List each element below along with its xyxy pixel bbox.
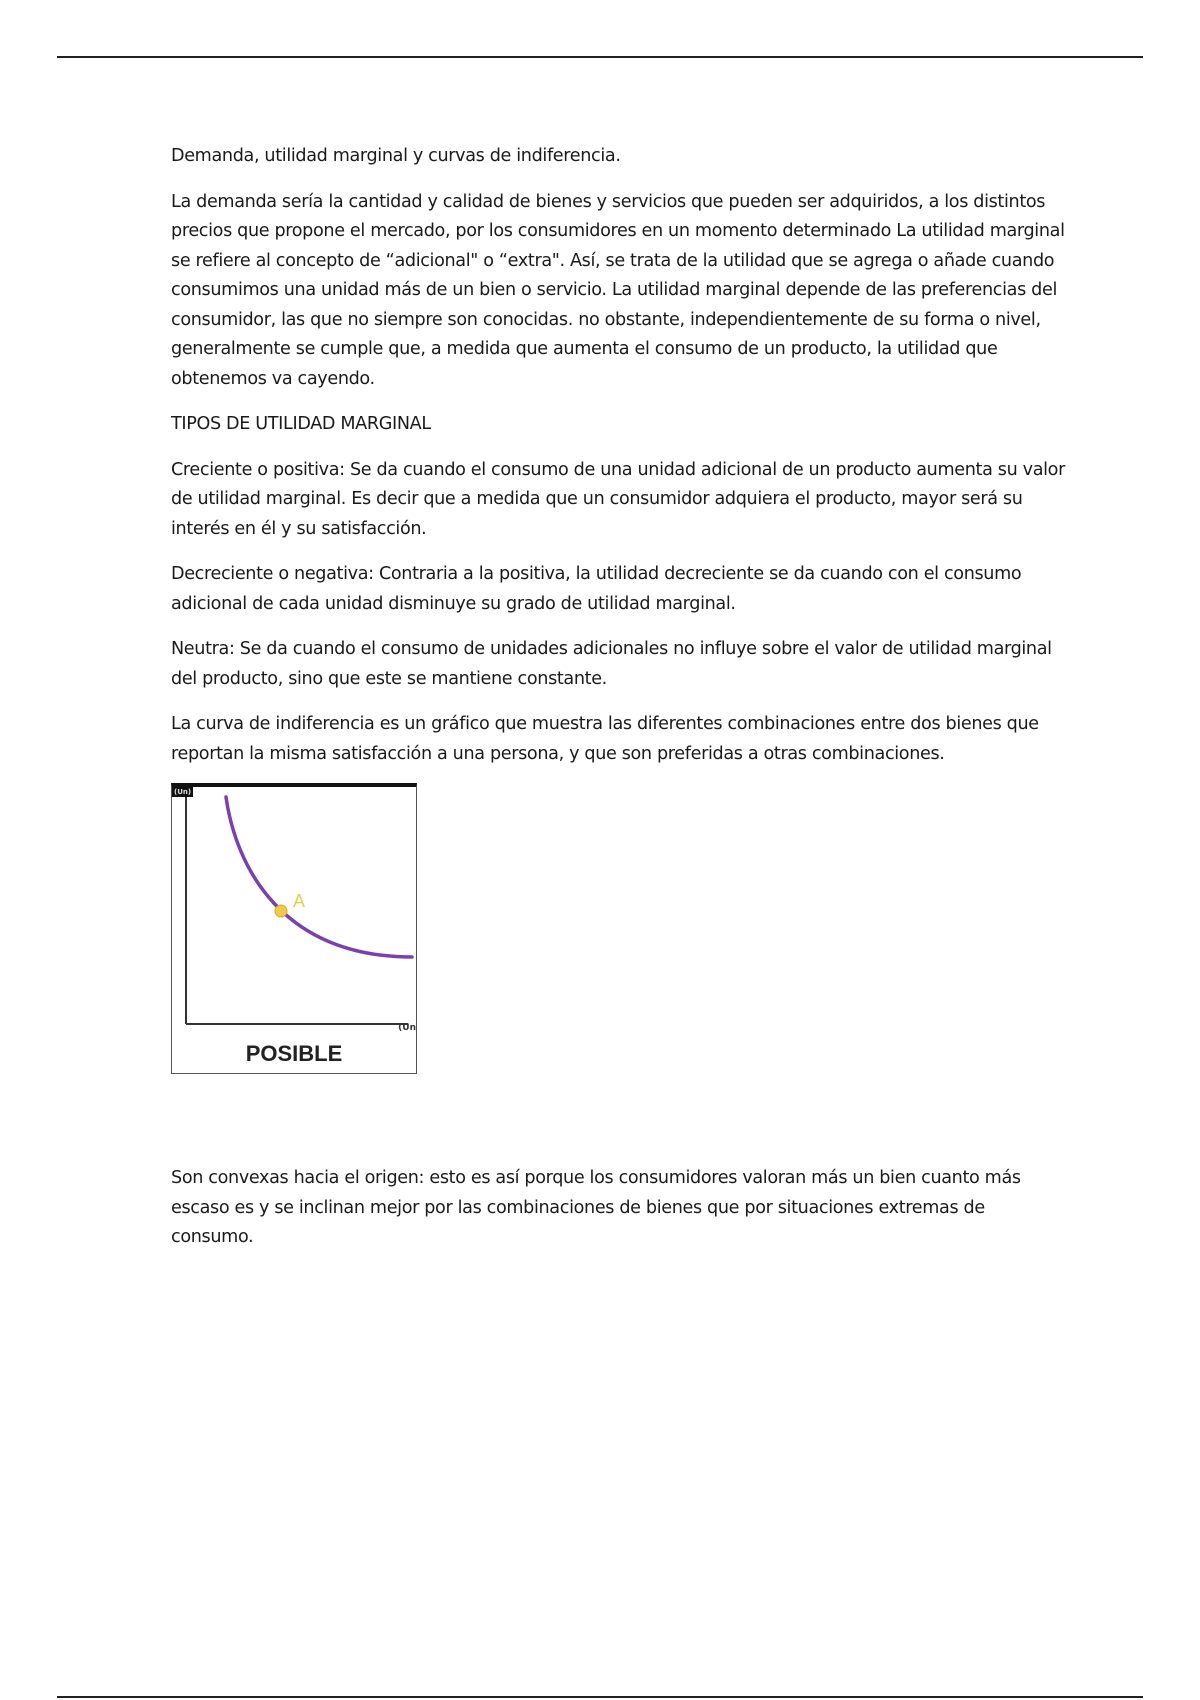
header-rule [57,56,1143,58]
paragraph-demand: La demanda sería la cantidad y calidad de bienes y servicios que pueden ser adquiridos, a los distintos precios que propone el mercado, por los consumidores en un momento determinado La utilidad marginal se refiere al concepto de “adicional" o “extra". Así, se trata de la utilidad que se agrega o añade cuando consumimos una unidad más de un bien o servicio. La utilidad marginal depende de las preferencias del consumidor, las que no siempre son conocidas. no obstante, independientemente de su forma o nivel, generalmente se cumple que, a medida que aumenta el consumo de un producto, la utilidad que obtenemos va cayendo. [171,191,1065,389]
y-axis-label: (Un) [174,788,192,796]
paragraph-type-growing: Creciente o positiva: Se da cuando el consumo de una unidad adicional de un producto aumenta su valor de utilidad marginal. Es decir que a medida que un consumidor adquiera el producto, mayor será su interés en él y su satisfacción. [171,459,1065,539]
paragraph-type-neutral: Neutra: Se da cuando el consumo de unidades adicionales no influye sobre el valor de utilidad marginal del producto, sino que este se mantiene constante. [171,639,1052,689]
x-axis-label: (Un [398,1023,416,1033]
indifference-curve-chart [172,787,416,1074]
paragraph-convexity: Son convexas hacia el origen: esto es así porque los consumidores valoran más un bien cuanto más escaso es y se inclinan mejor por las combinaciones de bienes que por situaciones extremas de consumo. [171,1168,1021,1247]
document-title: Demanda, utilidad marginal y curvas de indiferencia. [171,146,621,166]
types-heading: TIPOS DE UTILIDAD MARGINAL [171,414,431,434]
point-a-label: A [293,891,306,911]
document-body [171,142,1071,1269]
indifference-curve-figure [171,783,417,1074]
paragraph-indifference-definition: La curva de indiferencia es un gráfico que muestra las diferentes combinaciones entre dos bienes que reportan la misma satisfacción a una persona, y que son preferidas a otras combinaciones. [171,714,1039,764]
indifference-curve [226,797,412,957]
figure-caption: POSIBLE [245,1041,343,1066]
paragraph-type-decreasing: Decreciente o negativa: Contraria a la positiva, la utilidad decreciente se da cuando con el consumo adicional de cada unidad disminuye su grado de utilidad marginal. [171,564,1022,614]
footer-rule [57,1696,1143,1698]
point-a-marker [275,905,287,917]
